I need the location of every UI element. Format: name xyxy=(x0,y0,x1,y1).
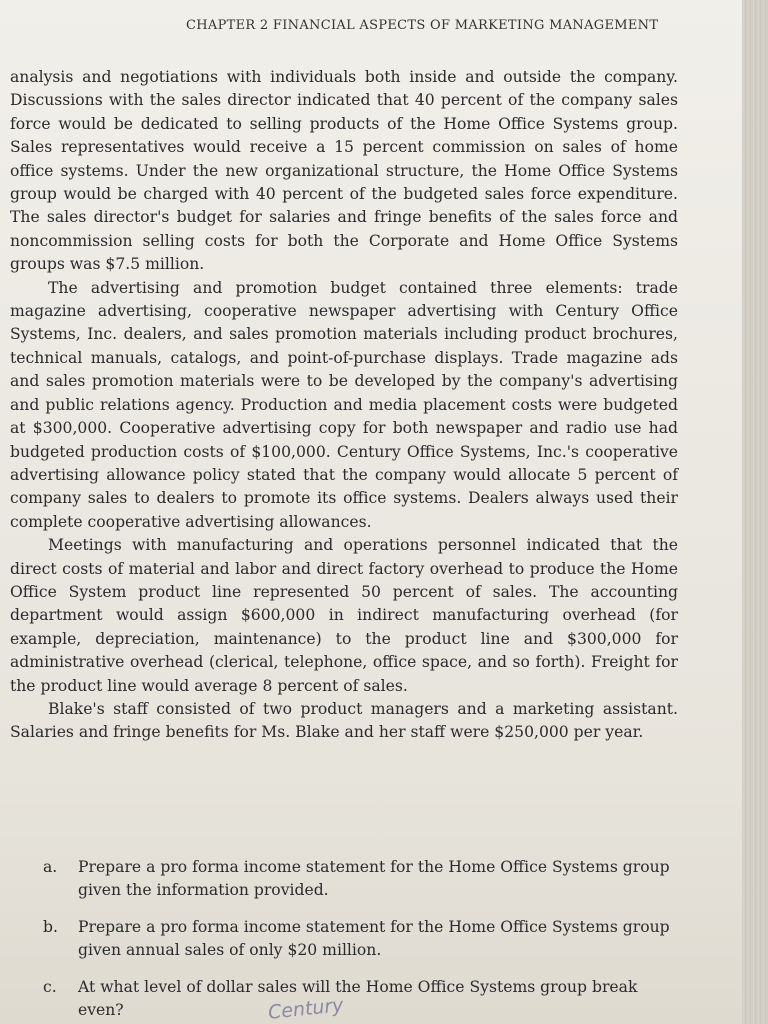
question-item xyxy=(10,856,682,902)
question-list xyxy=(10,856,682,1024)
page-stack-edge xyxy=(742,0,768,1024)
question-text: At what level of dollar sales will the Home Office Systems group break even? xyxy=(78,978,638,1019)
question-letter: c. xyxy=(43,978,57,996)
question-letter: a. xyxy=(43,858,58,876)
question-item xyxy=(10,916,682,962)
question-text: Prepare a pro forma income statement for the Home Office Systems group given the information provided. xyxy=(78,858,670,899)
paragraph-analysis: analysis and negotiations with individuals both inside and outside the company. Discussions with the sales director indicated that 40 percent of the company sales force would be dedicated to selling products of the Home Office Systems group. Sales representatives would receive a 15 percent commission on sales of home office systems. Under the new organizational structure, the Home Office Systems group would be charged with 40 percent of the budgeted sales force expenditure. The sales director's budget for salaries and fringe benefits of the sales force and noncommission selling costs for both the Corporate and Home Office Systems groups was $7.5 million. xyxy=(10,68,678,274)
paragraph-advertising: The advertising and promotion budget contained three elements: trade magazine advertising, cooperative newspaper advertising with Century Office Systems, Inc. dealers, and sales promotion materials including product brochures, technical manuals, catalogs, and point-of-purchase displays. Trade magazine ads and sales promotion materials were to be developed by the company's advertising and public relations agency. Production and media placement costs were budgeted at $300,000. Cooperative advertising copy for both newspaper and radio use had budgeted production costs of $100,000. Century Office Systems, Inc.'s cooperative advertising allowance policy stated that the company would allocate 5 percent of company sales to dealers to promote its office systems. Dealers always used their complete cooperative advertising allowances. xyxy=(10,278,678,531)
running-head: CHAPTER 2 FINANCIAL ASPECTS OF MARKETING MANAGEMENT xyxy=(186,18,659,33)
body-text xyxy=(10,66,678,745)
paragraph-manufacturing: Meetings with manufacturing and operations personnel indicated that the direct costs of material and labor and direct factory overhead to produce the Home Office System product line represented 50 percent of sales. The accounting department would assign $600,000 in indirect manufacturing overhead (for example, depreciation, maintenance) to the product line and $300,000 for administrative overhead (clerical, telephone, office space, and so forth). Freight for the product line would average 8 percent of sales. xyxy=(10,536,678,695)
handwritten-note: Century xyxy=(267,994,345,1024)
question-letter: b. xyxy=(43,918,58,936)
paragraph-staff: Blake's staff consisted of two product managers and a marketing assistant. Salaries and fringe benefits for Ms. Blake and her staff were $250,000 per year. xyxy=(10,699,678,742)
question-text: Prepare a pro forma income statement for the Home Office Systems group given annual sales of only $20 million. xyxy=(78,918,670,959)
question-item xyxy=(10,976,682,1022)
